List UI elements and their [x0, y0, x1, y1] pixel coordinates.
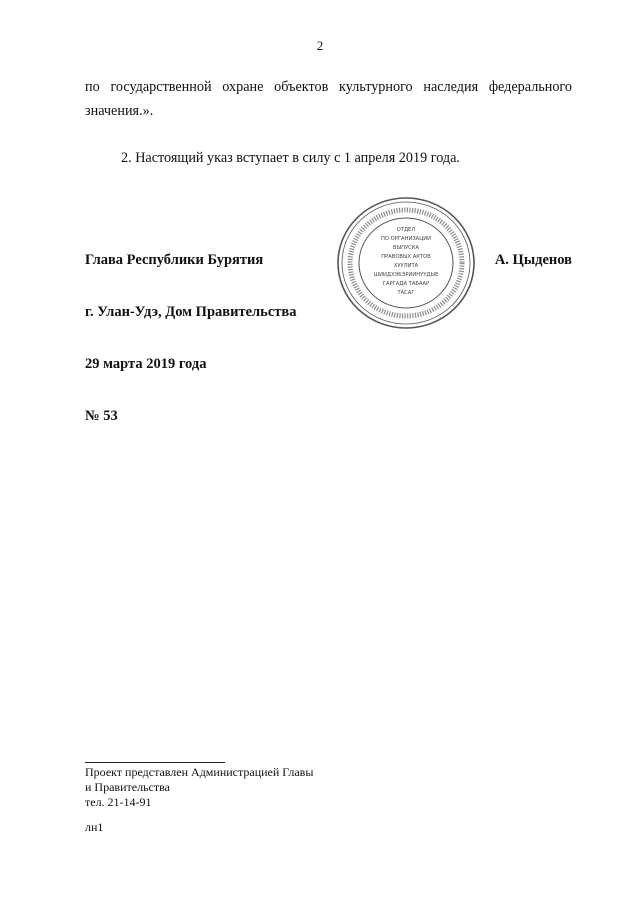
- paragraph-2: 2. Настоящий указ вступает в силу с 1 апреля 2019 года.: [121, 150, 460, 166]
- footnote-line-1: Проект представлен Администрацией Главы: [85, 765, 314, 779]
- footnote: [85, 765, 313, 810]
- author-mark: лн1: [85, 820, 104, 834]
- paragraph-continuation: [85, 75, 572, 123]
- signing-place: г. Улан-Удэ, Дом Правительства: [85, 304, 297, 320]
- seal-text-line: ПО ОРГАНИЗАЦИИ: [380, 236, 432, 242]
- seal-text-line: ГАРГАДА ТАБААР: [382, 281, 430, 287]
- signatory-name: А. Цыденов: [494, 252, 572, 268]
- continuation-line-1: по государственной охране объектов культурного наследия федерального: [85, 79, 572, 95]
- page-number: 2: [316, 38, 324, 53]
- seal-text-line: ШИИДХЭБЭРИИНҮҮДЫЕ: [373, 272, 439, 278]
- seal-text-line: ХУУЛИТА: [393, 263, 419, 269]
- seal-center-text: [374, 227, 439, 296]
- seal-text-line: ОТДЕЛ: [396, 227, 416, 233]
- signatory-title: Глава Республики Бурятия: [85, 252, 264, 268]
- official-seal: [336, 196, 476, 330]
- seal-text-line: ТАСАГ: [397, 290, 415, 296]
- seal-text-line: ПРАВОВЫХ АКТОВ: [381, 254, 431, 260]
- decree-number: № 53: [85, 408, 118, 424]
- seal-text-line: ВЫПУСКА: [392, 245, 420, 251]
- footnote-divider: [85, 762, 225, 763]
- continuation-line-2: значения.».: [85, 103, 154, 119]
- footnote-line-3: тел. 21-14-91: [85, 795, 152, 809]
- signing-date: 29 марта 2019 года: [85, 356, 207, 372]
- footnote-line-2: и Правительства: [85, 780, 170, 794]
